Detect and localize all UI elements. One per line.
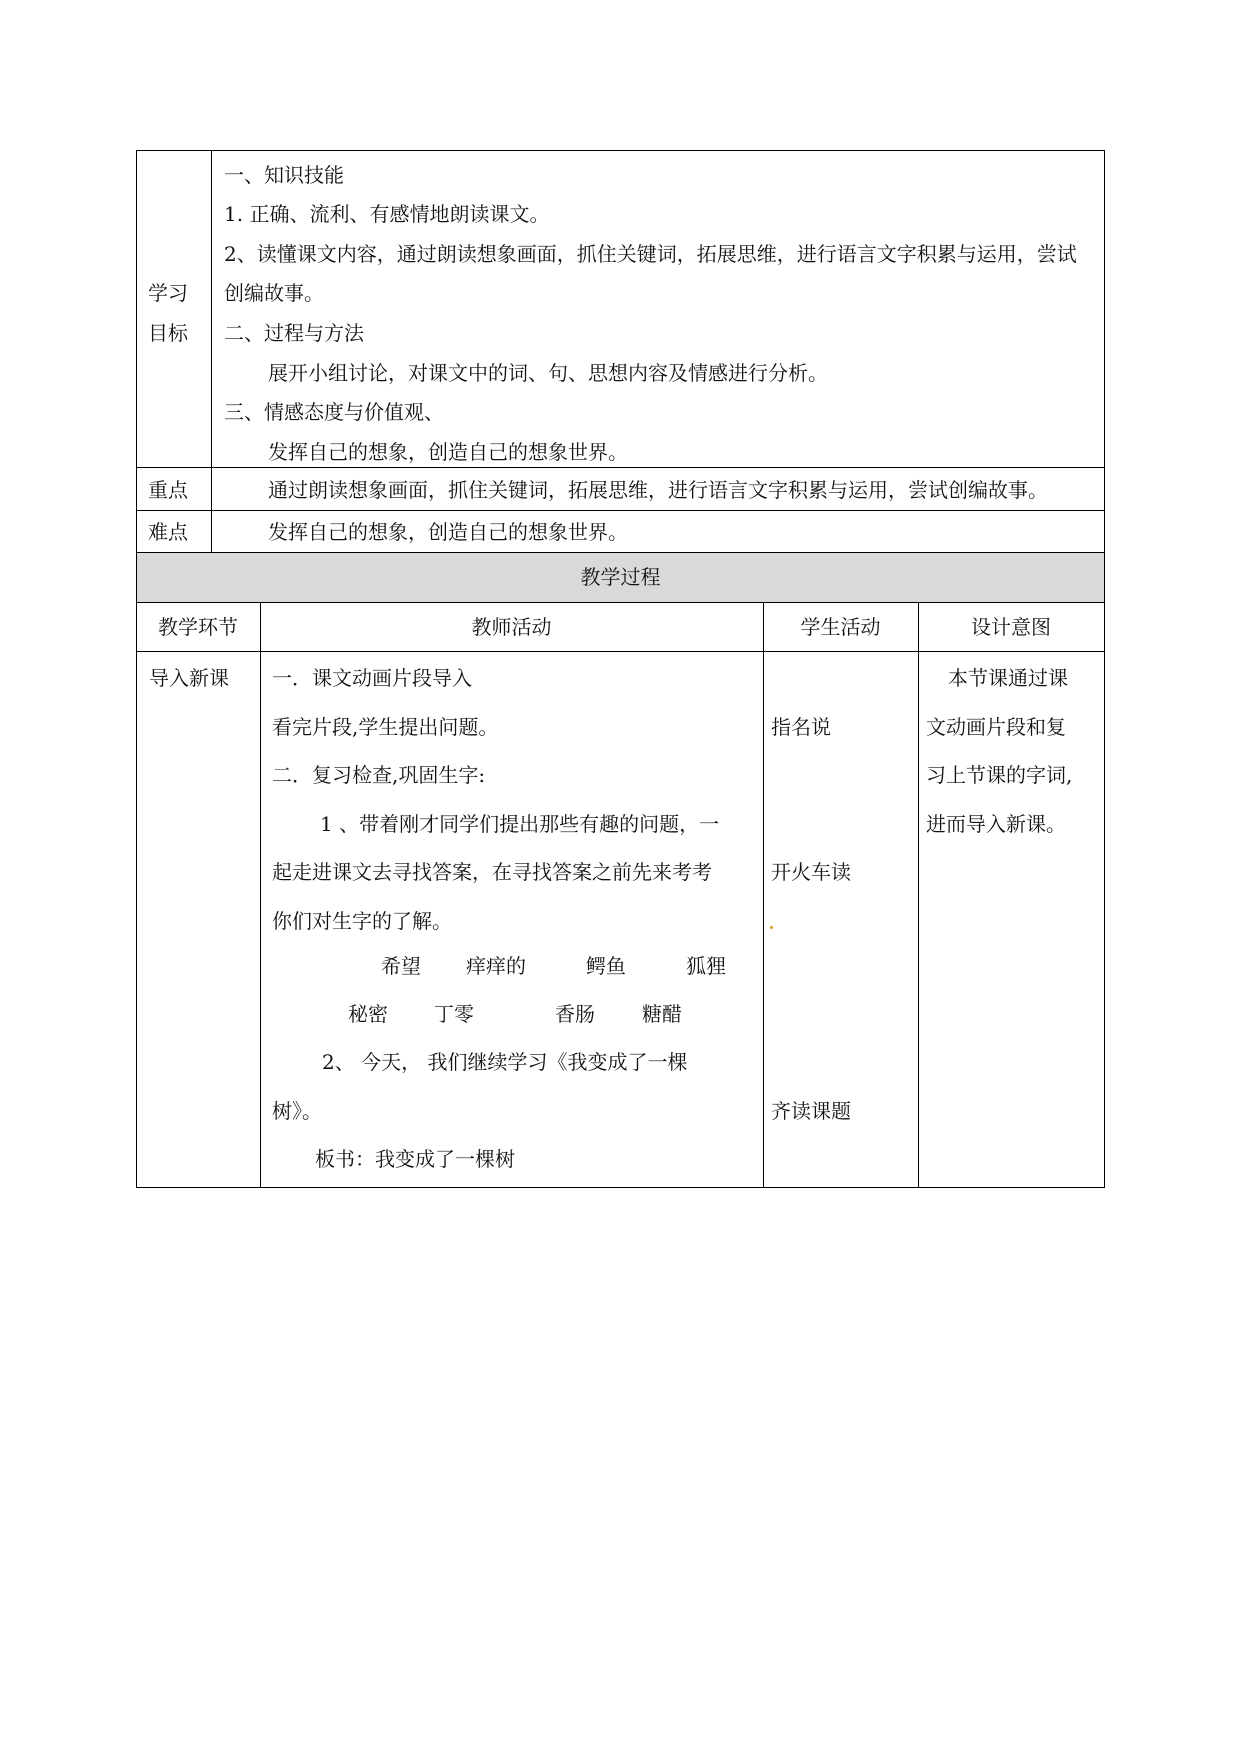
student-activity-1: 指名说 <box>771 715 831 739</box>
student-activity-2: 开火车读 <box>771 860 851 884</box>
goal-process-text: 展开小组讨论，对课文中的词、句、思想内容及情感进行分析。 <box>268 361 828 385</box>
vocab-word: 秘密 <box>348 1002 388 1026</box>
difficulty-label: 难点 <box>148 520 188 544</box>
process-border-top <box>136 552 1105 553</box>
vocab-word: 鳄鱼 <box>586 954 626 978</box>
teacher-line-4: 1 、带着刚才同学们提出那些有趣的问题，一 <box>320 812 720 836</box>
row-divider-goals <box>136 467 1105 468</box>
vocab-word: 希望 <box>381 954 421 978</box>
process-col-divider-3 <box>918 602 919 1188</box>
teacher-line-3: 二．复习检查,巩固生字: <box>272 763 486 787</box>
process-border-right <box>1104 552 1105 1188</box>
process-border-bottom <box>136 1187 1105 1188</box>
teacher-line-6: 你们对生字的了解。 <box>272 909 452 933</box>
stage-label: 导入新课 <box>149 666 229 690</box>
process-row-divider-1 <box>136 602 1105 603</box>
goal-attitude-text: 发挥自己的想象，创造自己的想象世界。 <box>268 440 628 464</box>
difficulty-text: 发挥自己的想象，创造自己的想象世界。 <box>268 520 628 544</box>
goals-label-line1: 学习 <box>148 281 188 305</box>
table-border-top <box>136 150 1105 151</box>
intent-line-3: 习上节课的字词, <box>926 763 1073 787</box>
teacher-line-8: 树》。 <box>272 1099 322 1123</box>
row-divider-key <box>136 510 1105 511</box>
goal-heading-process: 二、过程与方法 <box>224 321 364 345</box>
process-col-divider-1 <box>260 602 261 1188</box>
header-intent: 设计意图 <box>971 615 1051 639</box>
goal-item-2-cont: 创编故事。 <box>224 281 324 305</box>
teacher-line-5: 起走进课文去寻找答案，在寻找答案之前先来考考 <box>272 860 712 884</box>
stray-mark <box>770 926 773 929</box>
teacher-line-2: 看完片段,学生提出问题。 <box>272 715 499 739</box>
goal-heading-attitude: 三、情感态度与价值观、 <box>224 400 444 424</box>
process-title: 教学过程 <box>580 565 661 589</box>
header-teacher: 教师活动 <box>471 615 552 639</box>
header-student: 学生活动 <box>800 615 881 639</box>
process-border-left <box>136 552 137 1188</box>
process-col-divider-2 <box>763 602 764 1188</box>
key-point-text: 通过朗读想象画面，抓住关键词，拓展思维，进行语言文字积累与运用，尝试创编故事。 <box>268 478 1048 502</box>
vocab-word: 香肠 <box>555 1002 595 1026</box>
vocab-word: 糖醋 <box>642 1002 682 1026</box>
goal-heading-knowledge: 一、知识技能 <box>224 163 344 187</box>
intent-line-1: 本节课通过课 <box>948 666 1068 690</box>
teacher-line-9: 板书：我变成了一棵树 <box>315 1147 515 1171</box>
table-border-right <box>1104 150 1105 552</box>
key-point-label: 重点 <box>148 478 188 502</box>
table-col-divider <box>211 150 212 552</box>
student-activity-3: 齐读课题 <box>771 1099 851 1123</box>
vocab-word: 丁零 <box>434 1002 474 1026</box>
vocab-word: 痒痒的 <box>466 954 526 978</box>
goal-item-2: 2、读懂课文内容，通过朗读想象画面，抓住关键词，拓展思维，进行语言文字积累与运用，尝试 <box>224 242 1077 266</box>
table-border-left <box>136 150 137 552</box>
teacher-line-7: 2、 今天， 我们继续学习《我变成了一棵 <box>322 1050 688 1074</box>
vocab-word: 狐狸 <box>686 954 726 978</box>
header-stage: 教学环节 <box>158 615 238 639</box>
goals-label-line2: 目标 <box>148 321 188 345</box>
goal-item-1: 1. 正确、流利、有感情地朗读课文。 <box>224 202 550 226</box>
intent-line-4: 进而导入新课。 <box>926 812 1066 836</box>
process-row-divider-2 <box>136 651 1105 652</box>
intent-line-2: 文动画片段和复 <box>926 715 1066 739</box>
teacher-line-1: 一．课文动画片段导入 <box>272 666 472 690</box>
